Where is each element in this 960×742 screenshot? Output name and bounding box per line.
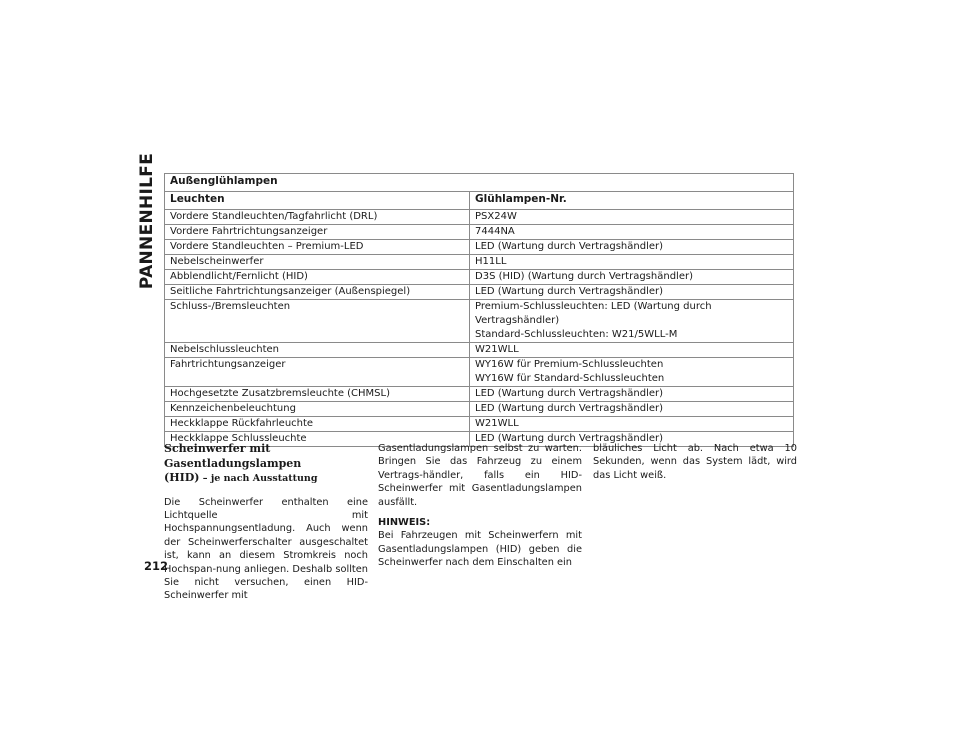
lamp-name-cell: Vordere Standleuchten – Premium-LED	[165, 240, 470, 255]
bulb-number-cell	[470, 387, 794, 402]
body-paragraph-continued: Gasentladungslampen selbst zu warten. Bringen Sie das Fahrzeug zu einem Vertrags-händler, falls ein HID-Scheinwerfer mit Gasentladungslampen ausfällt.	[378, 443, 582, 508]
heading-line-2: (HID)	[164, 471, 200, 484]
bulb-number-cell	[470, 225, 794, 240]
column-header-bulb-number: Glühlampen-Nr.	[470, 192, 794, 210]
bulb-number-line: LED (Wartung durch Vertragshändler)	[475, 433, 664, 444]
table-row	[165, 285, 794, 300]
note-label: HINWEIS:	[378, 517, 431, 529]
lamp-name-cell: Schluss-/Bremsleuchten	[165, 300, 470, 343]
bulb-number-line: PSX24W	[475, 211, 517, 222]
table-row	[165, 343, 794, 358]
bulb-number-cell	[470, 343, 794, 358]
bulb-number-line: Premium-Schlussleuchten: LED (Wartung durch Vertragshändler)	[475, 301, 712, 326]
note-text: Bei Fahrzeugen mit Scheinwerfern mit Gasentladungslampen (HID) geben die Scheinwerfer nach dem Einschalten ein	[378, 530, 582, 569]
bulb-number-line: LED (Wartung durch Vertragshändler)	[475, 388, 664, 399]
bulb-number-cell	[470, 210, 794, 225]
text-column-3	[593, 442, 797, 489]
bulb-number-cell	[470, 300, 794, 343]
bulb-number-line: W21WLL	[475, 418, 519, 429]
lamp-name-cell: Kennzeichenbeleuchtung	[165, 402, 470, 417]
table-row	[165, 270, 794, 285]
bulb-number-cell	[470, 402, 794, 417]
chapter-side-tab	[135, 152, 159, 290]
table-row	[165, 402, 794, 417]
heading-line-1: Scheinwerfer mit Gasentladungslampen	[164, 442, 302, 470]
lamp-name-cell: Vordere Fahrtrichtungsanzeiger	[165, 225, 470, 240]
bulb-number-line: WY16W für Standard-Schlussleuchten	[475, 373, 665, 384]
bulb-number-line: D3S (HID) (Wartung durch Vertragshändler)	[475, 271, 693, 282]
table-row	[165, 300, 794, 343]
table-row	[165, 255, 794, 270]
bulb-number-line: Standard-Schlussleuchten: W21/5WLL-M	[475, 329, 678, 340]
text-column-2	[378, 442, 582, 577]
bulb-number-line: W21WLL	[475, 344, 519, 355]
page-number: 212	[144, 559, 169, 573]
lamp-name-cell: Abblendlicht/Fernlicht (HID)	[165, 270, 470, 285]
bulb-number-line: LED (Wartung durch Vertragshändler)	[475, 286, 664, 297]
bulb-number-line: WY16W für Premium-Schlussleuchten	[475, 359, 664, 370]
exterior-bulbs-table	[164, 173, 794, 447]
table-row	[165, 387, 794, 402]
lamp-name-cell: Fahrtrichtungsanzeiger	[165, 358, 470, 387]
bulb-number-cell	[470, 255, 794, 270]
lamp-name-cell: Vordere Standleuchten/Tagfahrlicht (DRL)	[165, 210, 470, 225]
table-row	[165, 417, 794, 432]
bulb-number-line: H11LL	[475, 256, 507, 267]
heading-suffix: – je nach Ausstattung	[199, 473, 318, 484]
body-paragraph: Die Scheinwerfer enthalten eine Lichtquelle mit Hochspannungsentladung. Auch wenn der Scheinwerferschalter ausgeschaltet ist, kann an diesem Stromkreis noch Hochspan-nung anliegen. Deshalb sollten Sie nicht versuchen, einen HID-Scheinwerfer mit	[164, 496, 368, 602]
note-paragraph	[378, 516, 582, 570]
bulb-number-cell	[470, 270, 794, 285]
lamp-name-cell: Nebelscheinwerfer	[165, 255, 470, 270]
bulb-number-cell	[470, 358, 794, 387]
bulb-number-line: 7444NA	[475, 226, 515, 237]
bulb-number-line: LED (Wartung durch Vertragshändler)	[475, 241, 664, 252]
table-body	[165, 210, 794, 447]
column-header-lights: Leuchten	[165, 192, 470, 210]
lamp-name-cell: Heckklappe Rückfahrleuchte	[165, 417, 470, 432]
lamp-name-cell: Nebelschlussleuchten	[165, 343, 470, 358]
note-paragraph-continued: bläuliches Licht ab. Nach etwa 10 Sekunden, wenn das System lädt, wird das Licht weiß.	[593, 443, 797, 481]
bulb-number-cell	[470, 417, 794, 432]
table-row	[165, 240, 794, 255]
bulb-number-cell	[470, 285, 794, 300]
chapter-side-tab-label: PANNENHILFE	[137, 152, 158, 290]
lamp-name-cell: Hochgesetzte Zusatzbremsleuchte (CHMSL)	[165, 387, 470, 402]
table-row	[165, 210, 794, 225]
text-column-1	[164, 442, 368, 610]
table-row	[165, 358, 794, 387]
table-title: Außenglühlampen	[165, 174, 794, 192]
lamp-name-cell: Seitliche Fahrtrichtungsanzeiger (Außenspiegel)	[165, 285, 470, 300]
section-heading	[164, 442, 368, 487]
table-row	[165, 225, 794, 240]
bulb-number-line: LED (Wartung durch Vertragshändler)	[475, 403, 664, 414]
lamp-name-cell: Heckklappe Schlussleuchte	[165, 432, 470, 447]
bulb-number-cell	[470, 240, 794, 255]
